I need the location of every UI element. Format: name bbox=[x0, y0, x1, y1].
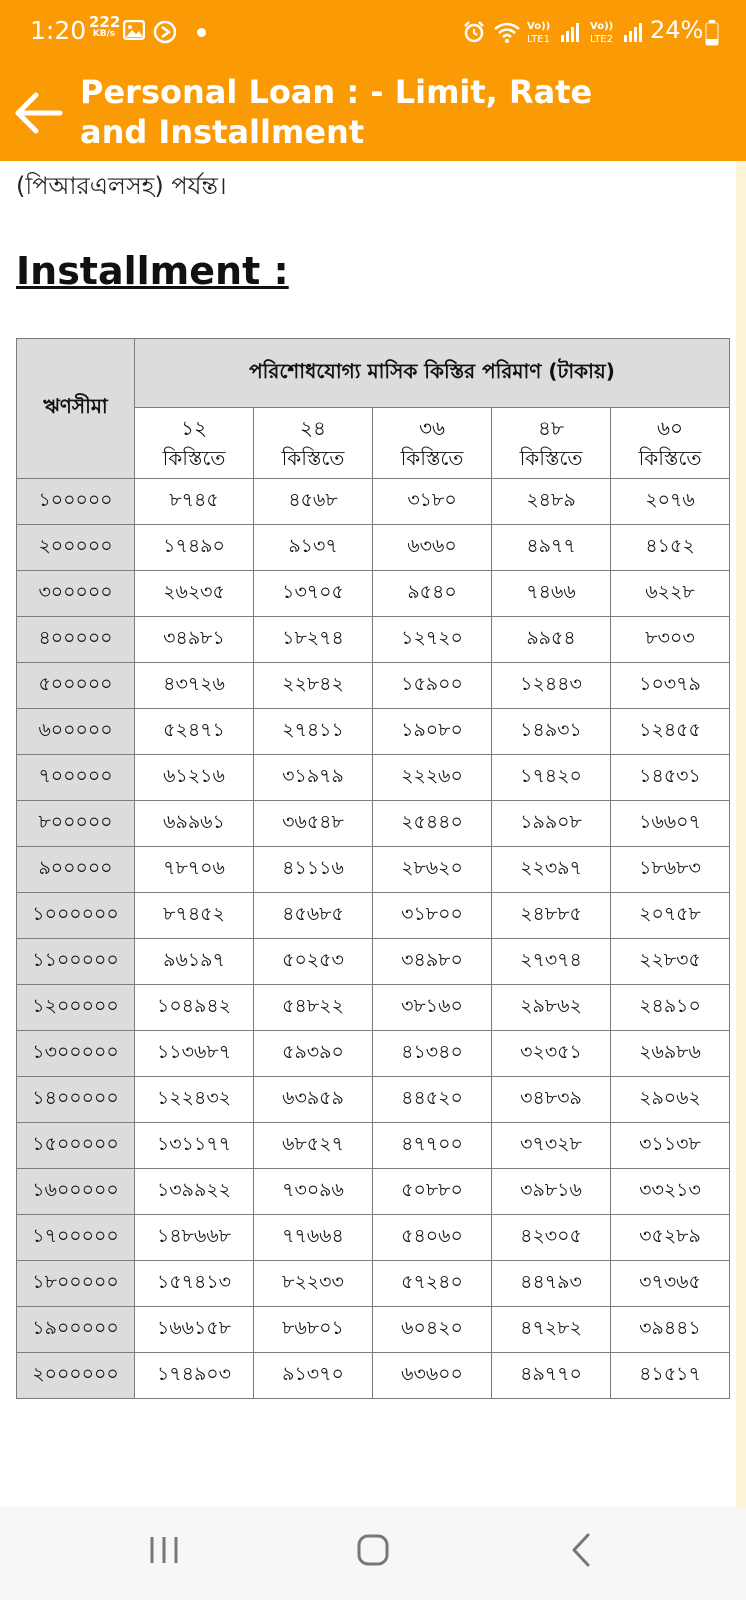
installment-cell: ১৩৭০৫ bbox=[254, 571, 373, 617]
term-header-number: ৬০ bbox=[656, 416, 683, 440]
installment-cell: ৪৪৭৯৩ bbox=[492, 1261, 611, 1307]
installment-cell: ১২২৪৩২ bbox=[135, 1077, 254, 1123]
installment-cell: ১৭৪৯০ bbox=[135, 525, 254, 571]
installment-cell: ১৫৭৪১৩ bbox=[135, 1261, 254, 1307]
installment-cell: ১১৩৬৮৭ bbox=[135, 1031, 254, 1077]
loan-limit-cell: ১৪০০০০০ bbox=[17, 1077, 135, 1123]
net-speed-unit: KB/s bbox=[92, 29, 116, 39]
installment-cell: ১৩১১৭৭ bbox=[135, 1123, 254, 1169]
loan-limit-cell: ১০০০০০ bbox=[17, 479, 135, 525]
status-bar bbox=[0, 0, 746, 66]
installment-cell: ৫৯৩৯০ bbox=[254, 1031, 373, 1077]
installment-cell: ৭৪৬৬ bbox=[492, 571, 611, 617]
table-row bbox=[17, 939, 730, 985]
installment-cell: ২২৮৩৫ bbox=[611, 939, 730, 985]
loan-limit-cell: ৭০০০০০ bbox=[17, 755, 135, 801]
home-button[interactable] bbox=[353, 1529, 393, 1575]
table-row bbox=[17, 755, 730, 801]
installment-cell: ৬৩৬০ bbox=[373, 525, 492, 571]
battery-icon bbox=[705, 20, 719, 46]
installment-cell: ৩৬৫৪৮ bbox=[254, 801, 373, 847]
installment-cell: ৪৩৭২৬ bbox=[135, 663, 254, 709]
installment-cell: ১০৪৯৪২ bbox=[135, 985, 254, 1031]
installment-cell: ৪১৫২ bbox=[611, 525, 730, 571]
installment-cell: ১৪৮৬৬৮ bbox=[135, 1215, 254, 1261]
installment-cell: ২৭৪১১ bbox=[254, 709, 373, 755]
net-speed-value: 222 bbox=[89, 13, 121, 31]
installment-cell: ২২২৬০ bbox=[373, 755, 492, 801]
installment-cell: ৭৩০৯৬ bbox=[254, 1169, 373, 1215]
table-row bbox=[17, 1077, 730, 1123]
recents-button[interactable] bbox=[148, 1529, 180, 1575]
installment-cell: ৩৭৩৬৫ bbox=[611, 1261, 730, 1307]
installment-cell: ৩৯৪৪১ bbox=[611, 1307, 730, 1353]
loan-limit-cell: ৬০০০০০ bbox=[17, 709, 135, 755]
installment-cell: ২২৩৯৭ bbox=[492, 847, 611, 893]
installment-cell: ৫৪৮২২ bbox=[254, 985, 373, 1031]
table-row bbox=[17, 1261, 730, 1307]
installment-cell: ১৮৬৮৩ bbox=[611, 847, 730, 893]
installment-cell: ১৬৬১৫৮ bbox=[135, 1307, 254, 1353]
term-header-number: ১২ bbox=[181, 416, 207, 440]
loan-limit-cell: ১৫০০০০০ bbox=[17, 1123, 135, 1169]
content-area[interactable] bbox=[0, 161, 736, 1507]
term-header-label: কিস্তিতে bbox=[638, 446, 702, 470]
installment-cell: ৩১১৩৮ bbox=[611, 1123, 730, 1169]
installment-cell: ১০৩৭৯ bbox=[611, 663, 730, 709]
table-row bbox=[17, 525, 730, 571]
installment-cell: ২২৮৪২ bbox=[254, 663, 373, 709]
page-title: Personal Loan : - Limit, Rate and Installment bbox=[80, 73, 593, 151]
installment-cell: ১৯০৮০ bbox=[373, 709, 492, 755]
section-heading: Installment : bbox=[16, 249, 289, 293]
term-header-label: কিস্তিতে bbox=[281, 446, 345, 470]
loan-limit-cell: ১১০০০০০ bbox=[17, 939, 135, 985]
table-row bbox=[17, 1123, 730, 1169]
term-header bbox=[135, 408, 254, 479]
installment-cell: ১৭৪৯০৩ bbox=[135, 1353, 254, 1399]
installment-cell: ১৩৯৯২২ bbox=[135, 1169, 254, 1215]
loan-limit-cell: ৪০০০০০ bbox=[17, 617, 135, 663]
installment-cell: ৩৫২৮৯ bbox=[611, 1215, 730, 1261]
installment-cell: ১২৪৪৩ bbox=[492, 663, 611, 709]
installment-cell: ৫৭২৪০ bbox=[373, 1261, 492, 1307]
notification-dot-icon bbox=[197, 28, 206, 37]
installment-cell: ৩৯৮১৬ bbox=[492, 1169, 611, 1215]
installment-cell: ৩১৯৭৯ bbox=[254, 755, 373, 801]
installment-cell: ১৬৬০৭ bbox=[611, 801, 730, 847]
table-row bbox=[17, 1169, 730, 1215]
table-row bbox=[17, 1353, 730, 1399]
installment-cell: ৫০৮৮০ bbox=[373, 1169, 492, 1215]
installment-cell: ৪৯৭৭ bbox=[492, 525, 611, 571]
installment-cell: ১২৭২০ bbox=[373, 617, 492, 663]
loan-limit-cell: ১২০০০০০ bbox=[17, 985, 135, 1031]
net-speed bbox=[89, 15, 119, 39]
loan-limit-cell: ১৭০০০০০ bbox=[17, 1215, 135, 1261]
signal-sim2-icon bbox=[588, 18, 646, 48]
installment-cell: ৩২৩৫১ bbox=[492, 1031, 611, 1077]
term-header-number: ৪৮ bbox=[538, 416, 564, 440]
term-header bbox=[492, 408, 611, 479]
installment-cell: ৮৭৪৫ bbox=[135, 479, 254, 525]
term-header-number: ২৪ bbox=[300, 416, 326, 440]
term-header-label: কিস্তিতে bbox=[162, 446, 226, 470]
term-header-label: কিস্তিতে bbox=[519, 446, 583, 470]
installment-cell: ৪৫৬৮ bbox=[254, 479, 373, 525]
installment-cell: ১৪৫৩১ bbox=[611, 755, 730, 801]
installment-cell: ৪১১১৬ bbox=[254, 847, 373, 893]
installment-cell: ৯১৩৭০ bbox=[254, 1353, 373, 1399]
intro-text: (পিআরএলসহ) পর্যন্ত। bbox=[16, 172, 227, 200]
installment-cell: ৯৯৫৪ bbox=[492, 617, 611, 663]
installment-cell: ৮২২৩৩ bbox=[254, 1261, 373, 1307]
table-row bbox=[17, 709, 730, 755]
installment-cell: ৬১২১৬ bbox=[135, 755, 254, 801]
loan-limit-cell: ১৯০০০০০ bbox=[17, 1307, 135, 1353]
installment-cell: ৮৭৪৫২ bbox=[135, 893, 254, 939]
installment-cell: ৪১৩৪০ bbox=[373, 1031, 492, 1077]
installment-cell: ২০৭৫৮ bbox=[611, 893, 730, 939]
loan-limit-cell: ৫০০০০০ bbox=[17, 663, 135, 709]
loan-limit-cell: ৮০০০০০ bbox=[17, 801, 135, 847]
system-nav-bar bbox=[0, 1507, 746, 1600]
app-bar bbox=[0, 66, 746, 161]
loan-limit-cell: ৯০০০০০ bbox=[17, 847, 135, 893]
installment-cell: ৪৪৫২০ bbox=[373, 1077, 492, 1123]
installment-cell: ৫২৪৭১ bbox=[135, 709, 254, 755]
installment-cell: ৬৩৬০০ bbox=[373, 1353, 492, 1399]
battery-percent: 24% bbox=[650, 16, 704, 44]
installment-cell: ৪২৩০৫ bbox=[492, 1215, 611, 1261]
installment-cell: ২৫৪৪০ bbox=[373, 801, 492, 847]
table-row bbox=[17, 893, 730, 939]
loan-limit-cell: ৩০০০০০ bbox=[17, 571, 135, 617]
installment-cell: ৩৪৯৮১ bbox=[135, 617, 254, 663]
table-row bbox=[17, 847, 730, 893]
gallery-icon bbox=[123, 20, 145, 40]
recents-icon bbox=[148, 1529, 180, 1571]
installment-cell: ১৪৯৩১ bbox=[492, 709, 611, 755]
installment-cell: ১৯৯০৮ bbox=[492, 801, 611, 847]
installment-cell: ১২৪৫৫ bbox=[611, 709, 730, 755]
installment-cell: ২৬২৩৫ bbox=[135, 571, 254, 617]
installment-cell: ২৬৯৮৬ bbox=[611, 1031, 730, 1077]
back-button[interactable] bbox=[10, 88, 66, 138]
installment-cell: ৩৪৯৮০ bbox=[373, 939, 492, 985]
table-row bbox=[17, 479, 730, 525]
installment-cell: ৪৯৭৭০ bbox=[492, 1353, 611, 1399]
installment-cell: ৬৩৯৫৯ bbox=[254, 1077, 373, 1123]
installment-cell: ২৪৮৯ bbox=[492, 479, 611, 525]
installment-cell: ৬০৪২০ bbox=[373, 1307, 492, 1353]
installment-cell: ২৪৯১০ bbox=[611, 985, 730, 1031]
loan-limit-cell: ১০০০০০০ bbox=[17, 893, 135, 939]
table-row bbox=[17, 617, 730, 663]
installment-cell: ৩৩২১৩ bbox=[611, 1169, 730, 1215]
installment-cell: ২০৭৬ bbox=[611, 479, 730, 525]
arrow-left-icon bbox=[10, 88, 66, 138]
table-row bbox=[17, 571, 730, 617]
status-time: 1:20 bbox=[30, 16, 87, 45]
loan-limit-cell: ১৩০০০০০ bbox=[17, 1031, 135, 1077]
loan-limit-cell: ২০০০০০০ bbox=[17, 1353, 135, 1399]
home-icon bbox=[353, 1529, 393, 1571]
installment-cell: ৪৭২৮২ bbox=[492, 1307, 611, 1353]
loan-limit-cell: ১৮০০০০০ bbox=[17, 1261, 135, 1307]
installment-cell: ৫৪০৬০ bbox=[373, 1215, 492, 1261]
installment-cell: ৯৫৪০ bbox=[373, 571, 492, 617]
lte1-label: LTE1 bbox=[527, 34, 550, 45]
svg-text:Vo)): Vo)) bbox=[527, 21, 551, 32]
installment-cell: ১৭৪২০ bbox=[492, 755, 611, 801]
installment-cell: ১৮২৭৪ bbox=[254, 617, 373, 663]
installment-cell: ৬২২৮ bbox=[611, 571, 730, 617]
installment-cell: ৩৭৩২৮ bbox=[492, 1123, 611, 1169]
table-row bbox=[17, 1031, 730, 1077]
sync-icon bbox=[153, 20, 177, 44]
installment-cell: ৯৬১৯৭ bbox=[135, 939, 254, 985]
installment-cell: ৮৬৮০১ bbox=[254, 1307, 373, 1353]
installment-cell: ৪৫৬৮৫ bbox=[254, 893, 373, 939]
table-row bbox=[17, 985, 730, 1031]
loan-limit-cell: ১৬০০০০০ bbox=[17, 1169, 135, 1215]
term-header bbox=[254, 408, 373, 479]
alarm-icon bbox=[462, 20, 486, 44]
installment-cell: ১৫৯০০ bbox=[373, 663, 492, 709]
installment-cell: ৬৮৫২৭ bbox=[254, 1123, 373, 1169]
installment-table bbox=[16, 338, 730, 1399]
table-body bbox=[17, 479, 730, 1399]
loan-limit-cell: ২০০০০০ bbox=[17, 525, 135, 571]
installment-cell: ৭৭৬৬৪ bbox=[254, 1215, 373, 1261]
term-header-label: কিস্তিতে bbox=[400, 446, 464, 470]
installment-cell: ৭৮৭০৬ bbox=[135, 847, 254, 893]
installment-amount-header: পরিশোধযোগ্য মাসিক কিস্তির পরিমাণ (টাকায়) bbox=[135, 339, 730, 408]
installment-cell: ২৯৮৬২ bbox=[492, 985, 611, 1031]
installment-cell: ২৮৬২০ bbox=[373, 847, 492, 893]
installment-cell: ৩১৮০০ bbox=[373, 893, 492, 939]
term-header bbox=[611, 408, 730, 479]
svg-text:Vo)): Vo)) bbox=[590, 21, 614, 32]
term-header-number: ৩৬ bbox=[418, 416, 445, 440]
limit-header: ঋণসীমা bbox=[17, 339, 135, 479]
installment-cell: ৫০২৫৩ bbox=[254, 939, 373, 985]
signal-sim1-icon bbox=[525, 18, 583, 48]
lte2-label: LTE2 bbox=[590, 34, 613, 45]
installment-cell: ৯১৩৭ bbox=[254, 525, 373, 571]
installment-cell: ৮৩০৩ bbox=[611, 617, 730, 663]
table-row bbox=[17, 1307, 730, 1353]
installment-cell: ৪৭৭০০ bbox=[373, 1123, 492, 1169]
installment-cell: ৩৪৮৩৯ bbox=[492, 1077, 611, 1123]
table-row bbox=[17, 1215, 730, 1261]
installment-cell: ৩৮১৬০ bbox=[373, 985, 492, 1031]
nav-back-button[interactable] bbox=[566, 1529, 598, 1575]
installment-cell: ৩১৮০ bbox=[373, 479, 492, 525]
table-row bbox=[17, 663, 730, 709]
chevron-left-icon bbox=[566, 1529, 598, 1571]
installment-cell: ৬৯৯৬১ bbox=[135, 801, 254, 847]
wifi-icon bbox=[493, 20, 521, 44]
installment-cell: ৪১৫১৭ bbox=[611, 1353, 730, 1399]
installment-cell: ২৯০৬২ bbox=[611, 1077, 730, 1123]
installment-cell: ২৭৩৭৪ bbox=[492, 939, 611, 985]
installment-cell: ২৪৮৮৫ bbox=[492, 893, 611, 939]
term-header bbox=[373, 408, 492, 479]
table-row bbox=[17, 801, 730, 847]
